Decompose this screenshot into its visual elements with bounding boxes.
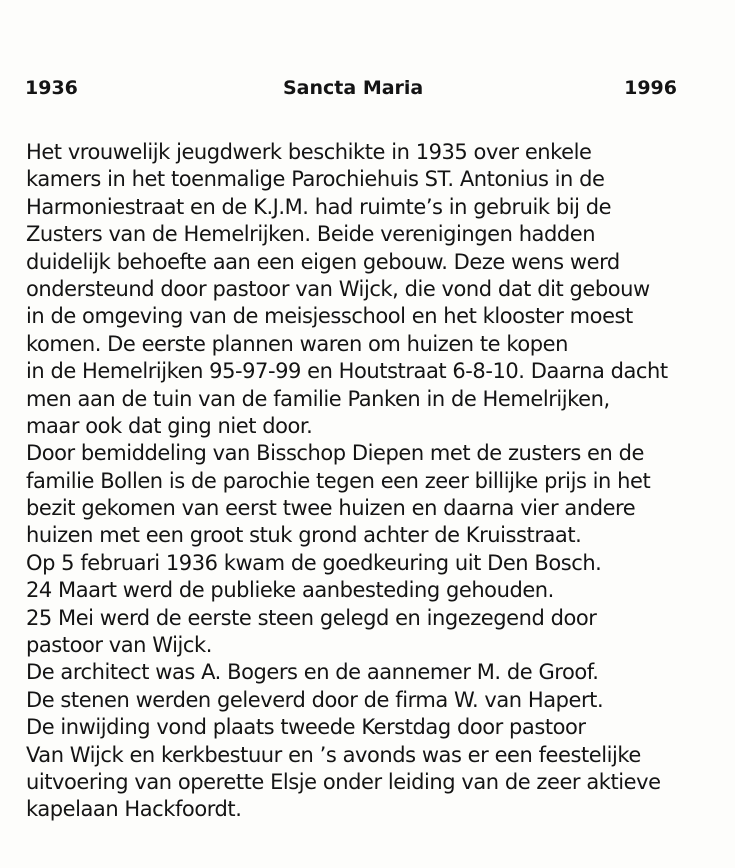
text-line: in de Hemelrijken 95-97-99 en Houtstraat 6-8-10. Daarna dacht [26,359,668,384]
text-line: maar ook dat ging niet door. [26,413,313,438]
text-line: in de omgeving van de meisjesschool en het klooster moest [26,304,633,329]
body-text [26,139,726,824]
text-line: bezit gekomen van eerst twee huizen en daarna vier andere [26,496,636,521]
text-line: komen. De eerste plannen waren om huizen te kopen [26,331,568,356]
text-line: Van Wijck en kerkbestuur en ’s avonds was er een feestelijke [26,742,641,767]
text-line: familie Bollen is de parochie tegen een zeer billijke prijs in het [26,468,651,493]
text-line: men aan de tuin van de familie Panken in de Hemelrijken, [26,386,610,411]
text-line: Het vrouwelijk jeugdwerk beschikte in 1935 over enkele [26,140,592,164]
page-header [25,76,685,100]
text-line: De inwijding vond plaats tweede Kerstdag door pastoor [26,715,586,740]
text-line: pastoor van Wijck. [26,633,212,658]
text-line: kapelaan Hackfoordt. [26,797,242,822]
text-line: Door bemiddeling van Bisschop Diepen met de zusters en de [26,441,644,466]
text-line: De architect was A. Bogers en de aannemer M. de Groof. [26,660,599,685]
text-line: ondersteund door pastoor van Wijck, die vond dat dit gebouw [26,276,650,301]
text-line: uitvoering van operette Elsje onder leiding van de zeer aktieve [26,769,661,794]
text-line: Harmoniestraat en de K.J.M. had ruimte’s in gebruik bij de [26,194,612,219]
header-title: Sancta Maria [283,77,424,99]
header-year-start: 1936 [25,77,78,99]
text-line: duidelijk behoefte aan een eigen gebouw. Deze wens werd [26,249,620,274]
text-line: 24 Maart werd de publieke aanbesteding gehouden. [26,578,554,603]
text-line: Zusters van de Hemelrijken. Beide verenigingen hadden [26,222,596,247]
text-line: De stenen werden geleverd door de firma W. van Hapert. [26,687,604,712]
text-line: 25 Mei werd de eerste steen gelegd en ingezegend door [26,605,597,630]
text-line: kamers in het toenmalige Parochiehuis ST. Antonius in de [26,167,605,192]
text-line: huizen met een groot stuk grond achter de Kruisstraat. [26,523,582,548]
text-line: Op 5 februari 1936 kwam de goedkeuring uit Den Bosch. [26,550,602,575]
header-year-end: 1996 [624,77,677,99]
